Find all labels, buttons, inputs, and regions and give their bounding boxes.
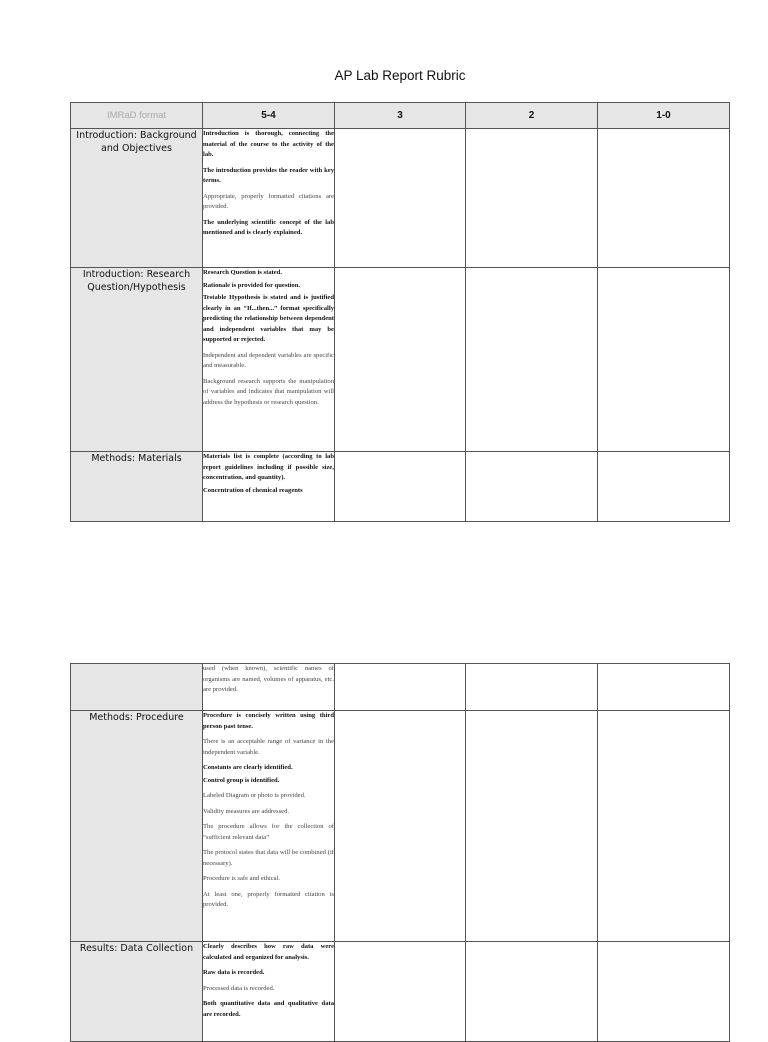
criteria-cell [203, 711, 335, 942]
table-row [71, 664, 730, 711]
category-cell [71, 664, 203, 711]
page-title: AP Lab Report Rubric [334, 68, 466, 83]
criteria-cell [203, 268, 335, 452]
score-cell[interactable] [466, 711, 598, 942]
score-cell[interactable] [466, 942, 598, 1042]
criterion: The introduction provides the reader with key terms. [203, 166, 334, 184]
criterion: The procedure allows for the collection of “sufficient relevant data” [203, 823, 334, 841]
score-cell[interactable] [335, 452, 466, 522]
score-cell[interactable] [466, 452, 598, 522]
score-cell[interactable] [598, 452, 730, 522]
score-cell[interactable] [335, 711, 466, 942]
criteria-cell [203, 664, 335, 711]
score-cell[interactable] [335, 268, 466, 452]
criterion: used (when known), scientific names of organisms are named, volumes of apparatus, etc. are provided. [203, 665, 334, 693]
criteria-cell [203, 129, 335, 268]
criterion: Labeled Diagram or photo is provided. [203, 792, 306, 799]
criterion: At least one, properly formatted citation is provided. [203, 890, 334, 908]
criterion: Raw data is recorded. [203, 969, 265, 976]
category-cell: Introduction: Research Question/Hypothesis [71, 268, 203, 452]
score-cell[interactable] [598, 711, 730, 942]
score-cell[interactable] [335, 942, 466, 1042]
rubric-table-page-1 [70, 102, 730, 522]
score-cell[interactable] [598, 942, 730, 1042]
criterion: Rationale is provided for question. [203, 281, 301, 289]
category-cell: Methods: Procedure [71, 711, 203, 942]
criterion: Materials list is complete (according to lab report guidelines including if possible size, concentration, and quantity). [203, 453, 334, 481]
table-row [71, 942, 730, 1042]
criterion: Testable Hypothesis is stated and is justified clearly in an “If...then...” format specifically predicting the relationship between dependent and independent variables that may be supported or rejected. [203, 294, 334, 343]
criterion: Procedure is safe and ethical. [203, 875, 281, 882]
criterion: Control group is identified. [203, 776, 280, 784]
criterion: Introduction is thorough, connecting the material of the course to the activity of the lab. [203, 130, 334, 158]
criterion: There is an acceptable range of variance in the independent variable. [203, 738, 334, 756]
criterion: Validity measures are addressed. [203, 807, 290, 815]
header-score-3: 3 [335, 103, 466, 129]
criterion: Processed data is recorded. [203, 984, 275, 992]
criterion: Independent and dependent variables are specific and measurable. [203, 351, 334, 369]
rubric-table-page-2 [70, 663, 730, 1042]
header-score-1-0: 1-0 [598, 103, 730, 129]
header-score-2: 2 [466, 103, 598, 129]
criterion: Research Question is stated. [203, 269, 282, 276]
table-row [71, 129, 730, 268]
score-cell[interactable] [598, 664, 730, 711]
score-cell[interactable] [466, 129, 598, 268]
table-row [71, 268, 730, 452]
category-cell: Methods: Materials [71, 452, 203, 522]
score-cell[interactable] [598, 129, 730, 268]
score-cell[interactable] [335, 664, 466, 711]
table-row [71, 452, 730, 522]
criterion: Appropriate, properly formatted citations are provided. [203, 192, 334, 210]
category-cell: Introduction: Background and Objectives [71, 129, 203, 268]
header-format: IMRaD format [71, 103, 203, 129]
criterion: Procedure is concisely written using third person past tense. [203, 712, 334, 730]
criteria-cell [203, 942, 335, 1042]
category-cell: Results: Data Collection [71, 942, 203, 1042]
header-row [71, 103, 730, 129]
score-cell[interactable] [598, 268, 730, 452]
criterion: Background research supports the manipulation of variables and indicates that manipulation will address the hypothesis or research question. [203, 377, 334, 406]
criteria-cell [203, 452, 335, 522]
criterion: Concentration of chemical reagents [203, 486, 303, 494]
table-row [71, 711, 730, 942]
criterion: Both quantitative data and qualitative data are recorded. [203, 1000, 334, 1018]
criterion: Constants are clearly identified. [203, 764, 293, 771]
header-score-5-4: 5-4 [203, 103, 335, 129]
score-cell[interactable] [466, 268, 598, 452]
criterion: The protocol states that data will be combined (if necessary). [203, 849, 334, 867]
score-cell[interactable] [466, 664, 598, 711]
score-cell[interactable] [335, 129, 466, 268]
criterion: The underlying scientific concept of the lab mentioned and is clearly explained. [203, 218, 334, 236]
criterion: Clearly describes how raw data were calculated and organized for analysis. [203, 943, 334, 961]
